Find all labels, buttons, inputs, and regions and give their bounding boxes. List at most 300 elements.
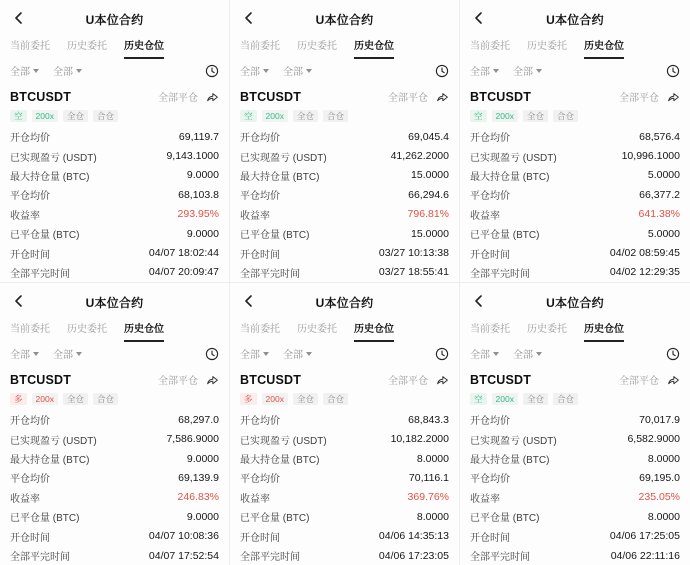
page-header: [240, 8, 449, 30]
direction-badge: 空: [470, 393, 487, 405]
contract-history-panel: [230, 283, 460, 565]
filter-dropdown-symbol[interactable]: [10, 63, 39, 78]
filter-bar: [10, 62, 219, 79]
row-close-avg-price: [10, 468, 219, 487]
back-icon[interactable]: [12, 11, 26, 25]
tab-bar: [470, 320, 680, 338]
contract-history-panel: [460, 283, 690, 565]
row-value: 8.0000: [416, 452, 449, 465]
row-closed-amount: [470, 507, 680, 526]
row-max-position: [10, 166, 219, 185]
filter-bar: [470, 62, 680, 79]
share-icon[interactable]: [667, 373, 680, 386]
share-icon[interactable]: [667, 90, 680, 103]
position-detail-rows: [240, 410, 449, 565]
tab-open-orders[interactable]: 当前委托: [240, 324, 280, 336]
row-label: 已实现盈亏 (USDT): [240, 435, 327, 447]
row-label: 全部平完时间: [10, 552, 70, 564]
row-label: 开仓均价: [10, 133, 50, 145]
direction-badge: 空: [10, 110, 27, 122]
filter-dropdown-label: 全部: [10, 67, 30, 78]
filter-dropdown-label: 全部: [53, 67, 73, 78]
tab-open-orders[interactable]: 当前委托: [240, 41, 280, 52]
row-value: 04/06 17:25:05: [609, 530, 680, 543]
row-value: 04/02 08:59:45: [609, 247, 680, 260]
row-open-avg-price: [470, 410, 680, 429]
row-value: 10,996.1000: [621, 150, 680, 163]
leverage-badge: 200x: [262, 393, 288, 405]
row-open-time: [10, 243, 219, 262]
row-label: 开仓时间: [470, 532, 510, 544]
row-max-position: [240, 449, 449, 468]
row-label: 收益率: [240, 493, 270, 505]
page-header: [470, 291, 680, 313]
history-clock-icon[interactable]: [666, 64, 680, 78]
row-value: 8.0000: [416, 510, 449, 523]
row-label: 已平仓量 (BTC): [10, 230, 80, 242]
row-label: 开仓均价: [470, 133, 510, 145]
contract-history-panel: [460, 0, 690, 283]
row-label: 最大持仓量 (BTC): [240, 455, 320, 467]
chevron-down-icon: [493, 69, 499, 73]
margin-mode-badge: 全仓: [63, 393, 88, 405]
row-close-time: [470, 546, 680, 565]
row-closed-amount: [470, 224, 680, 243]
card-actions: [158, 89, 219, 104]
tab-position-history[interactable]: 历史仓位: [354, 37, 394, 59]
row-open-avg-price: [240, 127, 449, 146]
row-value-roi: 246.83%: [177, 491, 219, 504]
filter-dropdown-side[interactable]: [513, 63, 542, 78]
tab-position-history[interactable]: 历史仓位: [354, 320, 394, 342]
row-close-avg-price: [240, 185, 449, 204]
row-open-avg-price: [470, 127, 680, 146]
chevron-down-icon: [306, 352, 312, 356]
row-label: 开仓时间: [10, 532, 50, 544]
row-label: 平仓均价: [240, 474, 280, 486]
row-roi: [10, 205, 219, 224]
row-label: 全部平完时间: [470, 552, 530, 564]
back-icon[interactable]: [472, 294, 486, 308]
history-clock-icon[interactable]: [435, 64, 449, 78]
position-badges: [240, 109, 449, 122]
tab-order-history[interactable]: 历史委托: [527, 324, 567, 336]
filter-dropdown-label: 全部: [513, 67, 533, 78]
row-roi: [240, 205, 449, 224]
row-value: 10,182.2000: [390, 433, 449, 446]
close-all-label: 全部平仓: [158, 376, 198, 388]
close-all-label: 全部平仓: [388, 376, 428, 388]
margin-mode-badge: 全仓: [523, 110, 548, 122]
row-value: 69,119.7: [178, 130, 219, 143]
row-closed-amount: [10, 507, 219, 526]
tab-open-orders[interactable]: 当前委托: [470, 324, 510, 336]
share-icon[interactable]: [436, 373, 449, 386]
tab-position-history[interactable]: 历史仓位: [124, 37, 164, 59]
position-badges: [240, 392, 449, 405]
symbol: BTCUSDT: [10, 372, 72, 387]
row-label: 开仓时间: [10, 249, 50, 261]
row-value: 5.0000: [647, 227, 680, 240]
chevron-down-icon: [493, 352, 499, 356]
symbol: BTCUSDT: [470, 89, 532, 104]
row-value: 03/27 18:55:41: [378, 266, 449, 279]
page-header: [470, 8, 680, 30]
filter-dropdown-label: 全部: [53, 350, 73, 362]
filter-dropdown-side[interactable]: [53, 63, 82, 78]
row-value: 66,377.2: [639, 188, 680, 201]
filter-dropdown-side[interactable]: [283, 63, 312, 78]
row-close-avg-price: [10, 185, 219, 204]
page-header: [10, 8, 219, 30]
page-header: [240, 291, 449, 313]
row-label: 已平仓量 (BTC): [470, 513, 540, 525]
row-label: 开仓均价: [240, 416, 280, 428]
symbol: BTCUSDT: [240, 89, 302, 104]
row-close-time: [240, 263, 449, 282]
chevron-down-icon: [76, 69, 82, 73]
close-all-label: 全部平仓: [619, 93, 659, 104]
row-realized-pnl: [470, 430, 680, 449]
row-value: 04/06 14:35:13: [378, 530, 449, 543]
position-detail-rows: [470, 127, 680, 282]
filter-dropdown-side[interactable]: [513, 346, 542, 361]
chevron-down-icon: [33, 352, 39, 356]
row-label: 最大持仓量 (BTC): [10, 455, 90, 467]
row-label: 全部平完时间: [10, 268, 70, 280]
row-value-roi: 293.95%: [177, 208, 219, 221]
row-label: 全部平完时间: [240, 552, 300, 564]
position-mode-badge: 合仓: [323, 110, 348, 122]
page-title: U本位合约: [315, 295, 374, 310]
row-close-time: [10, 546, 219, 565]
chevron-down-icon: [263, 352, 269, 356]
history-clock-icon[interactable]: [435, 347, 449, 361]
filter-dropdown-side[interactable]: [283, 346, 312, 361]
row-value: 9.0000: [186, 452, 219, 465]
row-roi: [10, 488, 219, 507]
history-clock-icon[interactable]: [666, 347, 680, 361]
row-value-roi: 641.38%: [638, 208, 680, 221]
row-max-position: [240, 166, 449, 185]
row-value: 66,294.6: [408, 188, 449, 201]
row-value: 70,116.1: [408, 471, 449, 484]
row-max-position: [10, 449, 219, 468]
row-label: 收益率: [240, 210, 270, 222]
row-open-time: [10, 526, 219, 545]
filter-dropdown-symbol[interactable]: [240, 346, 269, 361]
share-icon[interactable]: [206, 373, 219, 386]
position-mode-badge: 合仓: [553, 393, 578, 405]
page-title: U本位合约: [546, 295, 604, 310]
close-all-label: 全部平仓: [388, 93, 428, 104]
symbol: BTCUSDT: [240, 372, 302, 387]
row-value: 8.0000: [647, 452, 680, 465]
symbol: BTCUSDT: [470, 372, 532, 387]
tab-position-history[interactable]: 历史仓位: [584, 37, 624, 59]
row-open-avg-price: [240, 410, 449, 429]
tab-order-history[interactable]: 历史委托: [297, 324, 337, 336]
leverage-badge: 200x: [32, 393, 58, 405]
row-open-time: [470, 526, 680, 545]
row-value: 6,582.9000: [627, 433, 680, 446]
filter-dropdown-label: 全部: [283, 67, 303, 78]
row-label: 已实现盈亏 (USDT): [10, 152, 97, 164]
filter-dropdown-label: 全部: [10, 350, 30, 362]
position-badges: [470, 109, 680, 122]
back-icon[interactable]: [12, 294, 26, 308]
position-card-header: [470, 88, 680, 105]
tab-open-orders[interactable]: 当前委托: [470, 41, 510, 52]
row-value: 04/07 20:09:47: [148, 266, 219, 279]
contract-history-panel: [0, 283, 230, 565]
close-all-label: 全部平仓: [619, 376, 659, 388]
row-label: 最大持仓量 (BTC): [10, 171, 90, 183]
contract-history-panel: [0, 0, 230, 283]
tab-bar: [470, 37, 680, 55]
leverage-badge: 200x: [32, 110, 58, 122]
row-label: 全部平完时间: [240, 268, 300, 280]
chevron-down-icon: [33, 69, 39, 73]
share-icon[interactable]: [436, 90, 449, 103]
chevron-down-icon: [536, 352, 542, 356]
direction-badge: 空: [240, 110, 257, 122]
row-label: 已平仓量 (BTC): [470, 230, 540, 242]
row-label: 平仓均价: [240, 191, 280, 203]
card-actions: [158, 372, 219, 387]
row-value: 9.0000: [186, 227, 219, 240]
position-card-header: [10, 88, 219, 105]
filter-dropdown-label: 全部: [283, 350, 303, 362]
row-value: 70,017.9: [639, 413, 680, 426]
direction-badge: 空: [470, 110, 487, 122]
row-label: 开仓均价: [240, 133, 280, 145]
row-realized-pnl: [470, 146, 680, 165]
filter-dropdown-side[interactable]: [53, 346, 82, 361]
page-title: U本位合约: [85, 12, 144, 27]
row-label: 最大持仓量 (BTC): [470, 455, 550, 467]
row-label: 已实现盈亏 (USDT): [470, 435, 557, 447]
row-value: 04/06 17:23:05: [378, 549, 449, 562]
position-card-header: [240, 371, 449, 388]
filter-dropdown-label: 全部: [470, 67, 490, 78]
row-label: 平仓均价: [10, 191, 50, 203]
position-badges: [470, 392, 680, 405]
row-label: 开仓均价: [10, 416, 50, 428]
filter-dropdown-label: 全部: [240, 350, 260, 362]
row-value: 68,297.0: [178, 413, 219, 426]
leverage-badge: 200x: [262, 110, 288, 122]
row-open-time: [240, 526, 449, 545]
card-actions: [619, 372, 680, 387]
tab-order-history[interactable]: 历史委托: [67, 41, 107, 52]
row-label: 开仓时间: [470, 249, 510, 261]
row-label: 已平仓量 (BTC): [10, 513, 80, 525]
filter-bar: [10, 345, 219, 362]
row-value: 03/27 10:13:38: [378, 247, 449, 260]
page-title: U本位合约: [546, 12, 604, 27]
position-mode-badge: 合仓: [93, 393, 118, 405]
tab-position-history[interactable]: 历史仓位: [124, 320, 164, 342]
row-label: 平仓均价: [470, 191, 510, 203]
filter-bar: [470, 345, 680, 362]
row-label: 收益率: [10, 210, 40, 222]
row-label: 开仓均价: [470, 416, 510, 428]
tab-bar: [10, 37, 219, 55]
row-value: 69,139.9: [178, 471, 219, 484]
row-label: 收益率: [470, 493, 500, 505]
direction-badge: 多: [240, 393, 257, 405]
tab-position-history[interactable]: 历史仓位: [584, 320, 624, 342]
row-realized-pnl: [10, 430, 219, 449]
tab-order-history[interactable]: 历史委托: [297, 41, 337, 52]
margin-mode-badge: 全仓: [293, 110, 318, 122]
row-close-avg-price: [470, 468, 680, 487]
row-value: 5.0000: [647, 169, 680, 182]
direction-badge: 多: [10, 393, 27, 405]
filter-bar: [240, 345, 449, 362]
row-closed-amount: [10, 224, 219, 243]
row-closed-amount: [240, 507, 449, 526]
row-label: 平仓均价: [10, 474, 50, 486]
filter-dropdown-symbol[interactable]: [240, 63, 269, 78]
tab-order-history[interactable]: 历史委托: [527, 41, 567, 52]
position-mode-badge: 合仓: [553, 110, 578, 122]
position-badges: [10, 392, 219, 405]
row-label: 收益率: [10, 493, 40, 505]
row-value: 69,045.4: [408, 130, 449, 143]
row-open-avg-price: [10, 410, 219, 429]
chevron-down-icon: [76, 352, 82, 356]
row-value: 68,843.3: [408, 413, 449, 426]
filter-dropdown-symbol[interactable]: [470, 346, 499, 361]
filter-dropdown-label: 全部: [513, 350, 533, 362]
tab-open-orders[interactable]: 当前委托: [10, 41, 50, 52]
row-roi: [240, 488, 449, 507]
row-realized-pnl: [240, 146, 449, 165]
row-value: 15.0000: [411, 227, 449, 240]
row-close-avg-price: [240, 468, 449, 487]
row-roi: [470, 488, 680, 507]
row-value: 04/07 17:52:54: [148, 549, 219, 562]
tab-order-history[interactable]: 历史委托: [67, 324, 107, 336]
tab-bar: [240, 37, 449, 55]
close-all-label: 全部平仓: [158, 93, 198, 104]
row-value: 9,143.1000: [166, 150, 219, 163]
margin-mode-badge: 全仓: [293, 393, 318, 405]
page-title: U本位合约: [85, 295, 144, 310]
row-realized-pnl: [240, 430, 449, 449]
row-value: 68,576.4: [639, 130, 680, 143]
filter-dropdown-symbol[interactable]: [470, 63, 499, 78]
row-close-time: [470, 263, 680, 282]
history-clock-icon[interactable]: [205, 347, 219, 361]
filter-dropdown-symbol[interactable]: [10, 346, 39, 361]
row-value: 7,586.9000: [166, 433, 219, 446]
row-label: 收益率: [470, 210, 500, 222]
row-value: 8.0000: [647, 510, 680, 523]
row-label: 已平仓量 (BTC): [240, 230, 310, 242]
row-label: 已实现盈亏 (USDT): [10, 435, 97, 447]
position-detail-rows: [240, 127, 449, 282]
row-label: 最大持仓量 (BTC): [470, 171, 550, 183]
row-value: 04/02 12:29:35: [609, 266, 680, 279]
filter-dropdown-label: 全部: [470, 350, 490, 362]
row-label: 已平仓量 (BTC): [240, 513, 310, 525]
tab-bar: [10, 320, 219, 338]
chevron-down-icon: [263, 69, 269, 73]
page-header: [10, 291, 219, 313]
margin-mode-badge: 全仓: [63, 110, 88, 122]
row-closed-amount: [240, 224, 449, 243]
row-value: 04/07 18:02:44: [148, 247, 219, 260]
tab-bar: [240, 320, 449, 338]
position-card-header: [470, 371, 680, 388]
row-open-avg-price: [10, 127, 219, 146]
row-max-position: [470, 449, 680, 468]
position-mode-badge: 合仓: [93, 110, 118, 122]
row-label: 全部平完时间: [470, 268, 530, 280]
position-card-header: [240, 88, 449, 105]
symbol: BTCUSDT: [10, 89, 72, 104]
filter-dropdown-label: 全部: [240, 67, 260, 78]
row-realized-pnl: [10, 146, 219, 165]
back-icon[interactable]: [242, 294, 256, 308]
card-actions: [388, 89, 449, 104]
position-badges: [10, 109, 219, 122]
row-roi: [470, 205, 680, 224]
tab-open-orders[interactable]: 当前委托: [10, 324, 50, 336]
position-mode-badge: 合仓: [323, 393, 348, 405]
row-label: 最大持仓量 (BTC): [240, 171, 320, 183]
row-value: 9.0000: [186, 510, 219, 523]
row-value: 04/07 10:08:36: [148, 530, 219, 543]
row-value: 04/06 22:11:16: [610, 549, 680, 562]
row-value: 41,262.2000: [390, 150, 449, 163]
share-icon[interactable]: [206, 90, 219, 103]
row-max-position: [470, 166, 680, 185]
leverage-badge: 200x: [492, 393, 518, 405]
row-value: 68,103.8: [178, 188, 219, 201]
margin-mode-badge: 全仓: [523, 393, 548, 405]
history-clock-icon[interactable]: [205, 64, 219, 78]
row-value-roi: 369.76%: [407, 491, 449, 504]
row-value: 69,195.0: [639, 471, 680, 484]
row-label: 开仓时间: [240, 249, 280, 261]
row-label: 已实现盈亏 (USDT): [470, 152, 557, 164]
leverage-badge: 200x: [492, 110, 518, 122]
card-actions: [388, 372, 449, 387]
row-close-avg-price: [470, 185, 680, 204]
filter-bar: [240, 62, 449, 79]
back-icon[interactable]: [472, 11, 486, 25]
chevron-down-icon: [306, 69, 312, 73]
position-detail-rows: [10, 127, 219, 282]
row-open-time: [240, 243, 449, 262]
chevron-down-icon: [536, 69, 542, 73]
row-open-time: [470, 243, 680, 262]
row-value-roi: 796.81%: [407, 208, 449, 221]
row-label: 平仓均价: [470, 474, 510, 486]
row-close-time: [240, 546, 449, 565]
position-detail-rows: [470, 410, 680, 565]
row-label: 开仓时间: [240, 532, 280, 544]
back-icon[interactable]: [242, 11, 256, 25]
row-close-time: [10, 263, 219, 282]
page-title: U本位合约: [315, 12, 374, 27]
position-detail-rows: [10, 410, 219, 565]
row-value: 15.0000: [411, 169, 449, 182]
